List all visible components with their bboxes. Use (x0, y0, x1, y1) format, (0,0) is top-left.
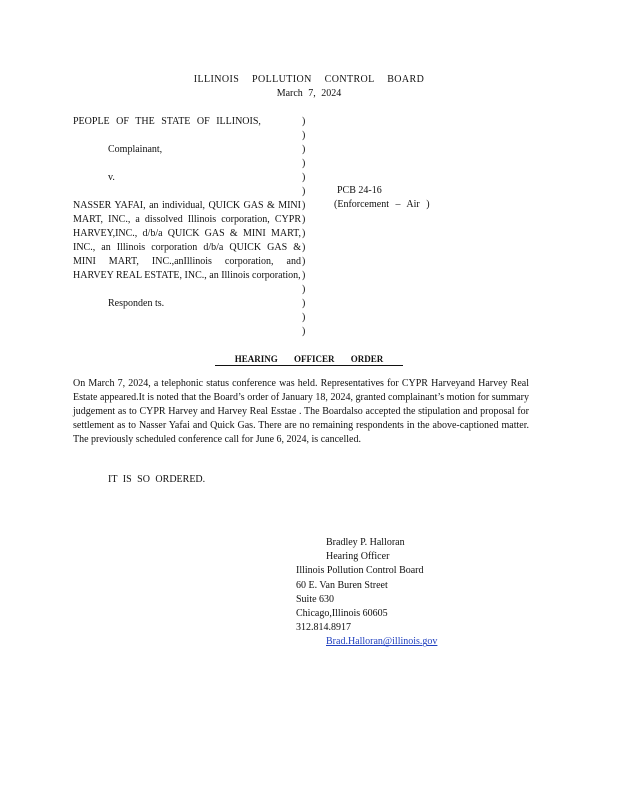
order-title-text: HEARING OFFICER ORDER (215, 354, 404, 366)
case-number: PCB 24-16 (337, 185, 382, 196)
complainant-label: Complainant, (108, 144, 163, 155)
plaintiff-name: PEOPLE OF THE STATE OF ILLINOIS, (73, 116, 261, 127)
email-link[interactable]: Brad.Halloran@illinois.gov (326, 636, 438, 648)
signer-name: Bradley P. Halloran (326, 537, 405, 548)
so-ordered: IT IS SO ORDERED. (108, 474, 206, 485)
signer-org: Illinois Pollution Control Board (296, 565, 424, 577)
versus-label: v. (108, 172, 115, 183)
address-street: 60 E. Van Buren Street (296, 579, 388, 591)
case-type: (Enforcement – Air ) (334, 199, 430, 210)
address-city: Chicago,Illinois 60605 (296, 608, 388, 620)
order-paragraph: On March 7, 2024, a telephonic status conference was held. Representatives for CYPR Harveyand Harvey Real Estate appeared.It is noted that the Board’s order of January 18, 2024, granted complainant’s motion for summary judgement as to CYPR Harvey and Harvey Real Esstae . The Boardalso accepted the stipulation and proposal for settlement as to Nasser Yafai and Quick Gas. There are no remaining respondents in the above-captioned matter. The previously scheduled conference call for June 6, 2024, is cancelled. (73, 378, 529, 445)
order-title (0, 352, 618, 366)
signer-title: Hearing Officer (326, 551, 390, 563)
caption-parentheses: ) ) ) ) ) ) ) ) ) ) ) ) ) ) ) ) (302, 116, 306, 337)
respondents-block: NASSER YAFAI, an individual, QUICK GAS & MINI MART, INC., a dissolved Illinois corporation, CYPR HARVEY,INC., d/b/a QUICK GAS & MINI MART, INC., an Illinois corporation d/b/a QUICK GAS & MINI MART, INC.,anIllinois corporation, and HARVEY REAL ESTATE, INC., an Illinois corporation, (73, 200, 301, 281)
board-heading: ILLINOIS POLLUTION CONTROL BOARD (193, 74, 425, 85)
order-date: March 7, 2024 (276, 88, 342, 99)
address-suite: Suite 630 (296, 593, 335, 605)
case-number-block (334, 184, 430, 212)
signature-block (296, 536, 437, 650)
phone-number: 312.814.8917 (296, 622, 351, 634)
respondents-label: Responden ts. (108, 298, 165, 309)
case-caption (73, 115, 301, 311)
